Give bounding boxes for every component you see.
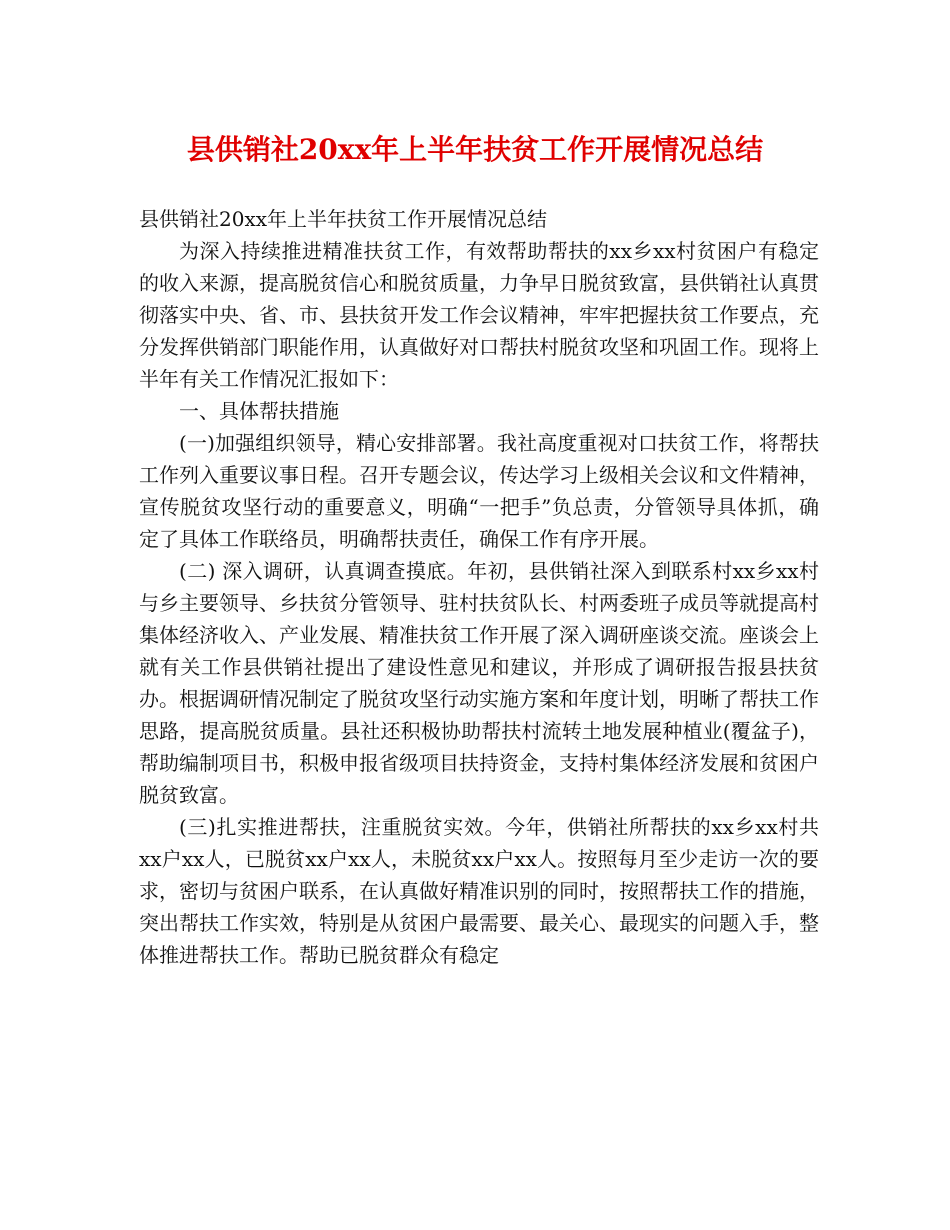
paragraph-subtitle: 县供销社20xx年上半年扶贫工作开展情况总结 (139, 207, 548, 231)
document-body (139, 203, 819, 971)
paragraph-measure-1: (一)加强组织领导，精心安排部署。我社高度重视对口扶贫工作，将帮扶工作列入重要议事日程。召开专题会议，传达学习上级相关会议和文件精神，宣传脱贫攻坚行动的重要意义，明确“一把手”负总责，分管领导具体抓，确定了具体工作联络员，明确帮扶责任，确保工作有序开展。 (139, 431, 819, 551)
document-title: 县供销社20xx年上半年扶贫工作开展情况总结 (186, 133, 764, 166)
paragraph-intro: 为深入持续推进精准扶贫工作，有效帮助帮扶的xx乡xx村贫困户有稳定的收入来源，提高脱贫信心和脱贫质量，力争早日脱贫致富，县供销社认真贯彻落实中央、省、市、县扶贫开发工作会议精神，牢牢把握扶贫工作要点，充分发挥供销部门职能作用，认真做好对口帮扶村脱贫攻坚和巩固工作。现将上半年有关工作情况汇报如下： (139, 239, 819, 391)
section-heading: 一、具体帮扶措施 (179, 399, 339, 423)
paragraph-measure-2: (二) 深入调研，认真调查摸底。年初，县供销社深入到联系村xx乡xx村与乡主要领导、乡扶贫分管领导、驻村扶贫队长、村两委班子成员等就提高村集体经济收入、产业发展、精准扶贫工作开展了深入调研座谈交流。座谈会上就有关工作县供销社提出了建设性意见和建议，并形成了调研报告报县扶贫办。根据调研情况制定了脱贫攻坚行动实施方案和年度计划，明晰了帮扶工作思路，提高脱贫质量。县社还积极协助帮扶村流转土地发展种植业(覆盆子)，帮助编制项目书，积极申报省级项目扶持资金，支持村集体经济发展和贫困户脱贫致富。 (139, 559, 819, 807)
paragraph-measure-3: (三)扎实推进帮扶，注重脱贫实效。今年，供销社所帮扶的xx乡xx村共xx户xx人，已脱贫xx户xx人，未脱贫xx户xx人。按照每月至少走访一次的要求，密切与贫困户联系，在认真做好精准识别的同时，按照帮扶工作的措施，突出帮扶工作实效，特别是从贫困户最需要、最关心、最现实的问题入手，整体推进帮扶工作。帮助已脱贫群众有稳定 (139, 815, 819, 967)
